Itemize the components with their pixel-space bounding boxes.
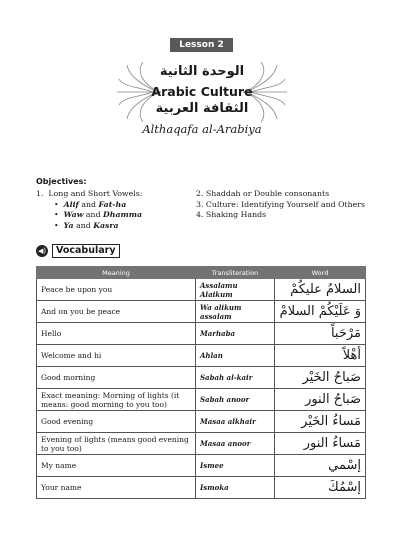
table-row	[37, 301, 366, 323]
meaning-cell: My name	[37, 455, 196, 477]
arabic-word-cell: صَباحُ النور	[275, 389, 366, 411]
arabic-word-cell: مَساءُ الخَيْر	[275, 411, 366, 433]
speaker-icon[interactable]: ◀)	[37, 247, 47, 255]
table-row	[37, 411, 366, 433]
arabic-word-cell: صَباحُ الخَيْر	[275, 367, 366, 389]
arabic-word-cell: إسْمي	[275, 455, 366, 477]
objective-item: 2. Shaddah or Double consonants	[196, 189, 330, 198]
vocabulary-label: Vocabulary	[52, 244, 120, 258]
arabic-word-cell: وَ عَلَيْكُمْ السلامْ	[275, 301, 366, 323]
table-row	[37, 367, 366, 389]
arabic-unit-title: الوحدة الثانية	[159, 64, 245, 79]
meaning-cell: And on you be peace	[37, 301, 196, 323]
objective-subitem: • Alif and Fat-ha	[54, 199, 127, 209]
translit-cell: Masaa anoor	[196, 433, 275, 455]
table-row	[37, 433, 366, 455]
table-row	[37, 279, 366, 301]
header-meaning: Meaning	[37, 267, 196, 279]
arabic-word-cell: أهْلاً	[275, 345, 366, 367]
header-word: Word	[275, 267, 366, 279]
meaning-cell: Welcome and hi	[37, 345, 196, 367]
translit-cell: Sabah anoor	[196, 389, 275, 411]
translit-cell: Masaa alkhair	[196, 411, 275, 433]
translit-cell: Ismee	[196, 455, 275, 477]
english-title: Arabic Culture	[151, 84, 253, 99]
objectives-right-column	[196, 189, 386, 221]
objective-subitem: • Waw and Dhamma	[54, 210, 143, 219]
translit-cell: Wa alikum assalam	[196, 301, 275, 323]
meaning-cell: Hello	[37, 323, 196, 345]
objectives-section	[36, 177, 376, 230]
meaning-cell: Evening of lights (means good evening to you too)	[37, 433, 196, 455]
objectives-heading: Objectives:	[36, 177, 87, 186]
translit-cell: Sabah al-kair	[196, 367, 275, 389]
header-transliteration: Transliteration	[196, 267, 275, 279]
meaning-cell: Peace be upon you	[37, 279, 196, 301]
table-row	[37, 477, 366, 499]
meaning-cell: Exact meaning: Morning of lights (it means: good morning to you too)	[37, 389, 196, 411]
arabic-word-cell: إسْمُكَ	[275, 477, 366, 499]
objective-item: 4. Shaking Hands	[196, 210, 267, 219]
translit-cell: Ahlan	[196, 345, 275, 367]
arabic-culture-title: الثقافة العربية	[155, 101, 249, 116]
table-row	[37, 455, 366, 477]
translit-cell: Ismoka	[196, 477, 275, 499]
meaning-cell: Good evening	[37, 411, 196, 433]
vocabulary-header	[36, 244, 120, 258]
translit-cell: Marhaba	[196, 323, 275, 345]
table-row	[37, 389, 366, 411]
arabic-word-cell: مَرْحَباً	[275, 323, 366, 345]
arabic-word-cell: مَساءُ النور	[275, 433, 366, 455]
table-header-row	[37, 267, 366, 279]
meaning-cell: Good morning	[37, 367, 196, 389]
table-row	[37, 323, 366, 345]
translit-cell: Assalamu Alaikum	[196, 279, 275, 301]
arabic-word-cell: السلامُ عليكُمْ	[275, 279, 366, 301]
vocabulary-table	[36, 266, 366, 499]
objective-item: 1. Long and Short Vowels:	[36, 189, 143, 198]
objectives-left-column	[36, 189, 196, 231]
meaning-cell: Your name	[37, 477, 196, 499]
objective-item: 3. Culture: Identifying Yourself and Others	[196, 199, 366, 209]
lesson-badge: Lesson 2	[170, 38, 233, 52]
table-row	[37, 345, 366, 367]
objective-subitem: • Ya and Kasra	[54, 220, 119, 230]
transliteration-title: Althaqafa al-Arabiya	[142, 122, 262, 136]
